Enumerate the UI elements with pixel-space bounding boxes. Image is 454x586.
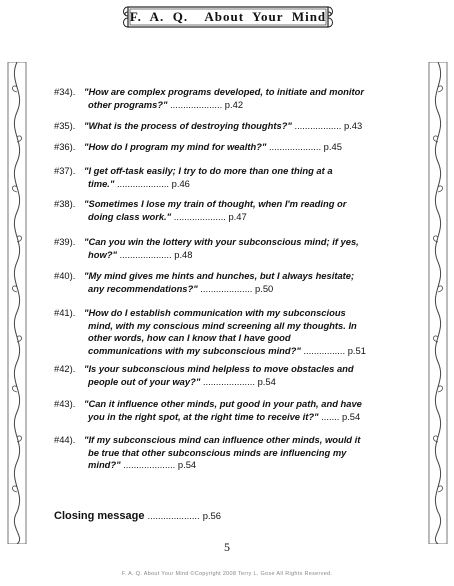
- entry-question: "My mind gives me hints and hunches, but I always hesitate; any recommendations?" .................... p.50: [84, 270, 355, 294]
- entry-number: #41).: [54, 307, 76, 318]
- question-line: "What is the process of destroying thoughts?": [84, 120, 292, 131]
- question-line: people out of your way?": [88, 375, 201, 387]
- entry-question: "How do I program my mind for wealth?" .................... p.45: [84, 141, 342, 152]
- page-reference: p.45: [323, 141, 342, 152]
- entry-number: #40).: [54, 270, 76, 281]
- entry-number: #44).: [54, 434, 76, 445]
- entry-number: #36).: [54, 141, 76, 152]
- question-line: "I get off-task easily; I try to do more than one thing at a: [84, 165, 333, 176]
- left-ornamental-border-icon: [6, 62, 28, 544]
- question-line: mind, with my conscious mind screening all my thoughts. In: [88, 319, 357, 331]
- question-line: other programs?": [88, 98, 168, 110]
- question-line: "How do I program my mind for wealth?": [84, 141, 267, 152]
- question-line: communications with my subconscious mind?": [88, 344, 301, 356]
- entry-number: #43).: [54, 398, 76, 409]
- page-number: 5: [224, 540, 230, 554]
- question-line: "Can it influence other minds, put good in your path, and have: [84, 398, 362, 409]
- header-banner: [120, 4, 336, 30]
- page-reference: p.43: [343, 120, 363, 131]
- entry-question: "How are complex programs developed, to initiate and monitor other programs?" .................... p.42: [84, 86, 365, 110]
- question-line: other words, how can I know that I have good: [88, 332, 291, 343]
- page-reference: p.42: [224, 98, 244, 110]
- entry-number: #39).: [54, 236, 76, 247]
- question-line: "Can you win the lottery with your subconscious mind; if yes,: [84, 236, 359, 247]
- entry-question: "Sometimes I lose my train of thought, when I'm reading or doing class work." .................... p.47: [84, 198, 347, 222]
- entry-question: "Is your subconscious mind helpless to move obstacles and people out of your way?" .................... p.54: [84, 363, 354, 387]
- entry-question: "What is the process of destroying thoughts?" .................. p.43: [84, 120, 363, 131]
- question-line: "How do I establish communication with my subconscious: [84, 307, 346, 318]
- question-line: doing class work.": [88, 210, 172, 222]
- page-reference: p.54: [341, 410, 361, 422]
- question-line: you in the right spot, at the right time to receive it?": [88, 410, 319, 422]
- page-reference: p.46: [171, 177, 190, 189]
- entry-question: "If my subconscious mind can influence other minds, would it be true that other subconscious minds are influencing my mind?" .................... p.54: [86, 434, 416, 472]
- entry-number: #34).: [54, 86, 76, 97]
- question-line: "Sometimes I lose my train of thought, when I'm reading or: [84, 198, 347, 209]
- entry-question: "Can you win the lottery with your subconscious mind; if yes, how?" .................... p.48: [84, 236, 359, 260]
- entry-number: #42).: [54, 363, 76, 374]
- question-line: "How are complex programs developed, to initiate and monitor: [84, 86, 365, 97]
- closing-label: Closing message: [54, 510, 145, 522]
- page-reference: p.48: [174, 248, 193, 260]
- question-line: any recommendations?": [88, 282, 198, 294]
- question-line: time.": [88, 177, 115, 189]
- page-reference: p.54: [177, 459, 197, 470]
- question-line: "My mind gives me hints and hunches, but I always hesitate;: [84, 270, 355, 281]
- question-line: how?": [88, 248, 117, 260]
- closing-message: Closing message .................... p.56: [54, 510, 221, 522]
- question-line: "Is your subconscious mind helpless to move obstacles and: [84, 363, 354, 374]
- entry-number: #38).: [54, 198, 76, 209]
- question-line: be true that other subconscious minds are influencing my: [88, 446, 347, 458]
- entry-question: "I get off-task easily; I try to do more than one thing at a time." .................... p.46: [84, 165, 333, 189]
- question-line: mind?": [88, 459, 121, 470]
- entry-number: #35).: [54, 120, 76, 131]
- page-reference: p.54: [257, 375, 276, 387]
- closing-page-reference: p.56: [202, 510, 221, 521]
- banner-title: F. A. Q. About Your Mind: [129, 9, 327, 24]
- right-ornamental-border-icon: [427, 62, 449, 544]
- entry-question: "How do I establish communication with my subconscious mind, with my conscious mind screening all my thoughts. In other words, how can I know that I have good communications with my subconscious mind?" ................ p.51: [86, 307, 416, 357]
- page-reference: p.47: [228, 210, 247, 222]
- copyright-footer: F. A. Q. About Your Mind ©Copyright 2008 Terry L. Gose All Rights Reserved.: [121, 571, 333, 577]
- page-reference: p.51: [347, 344, 366, 356]
- entry-number: #37).: [54, 165, 76, 176]
- page-reference: p.50: [255, 282, 274, 294]
- question-line: "If my subconscious mind can influence other minds, would it: [84, 434, 361, 445]
- entry-question: "Can it influence other minds, put good in your path, and have you in the right spot, at the right time to receive it?" ....... p.54: [84, 398, 362, 422]
